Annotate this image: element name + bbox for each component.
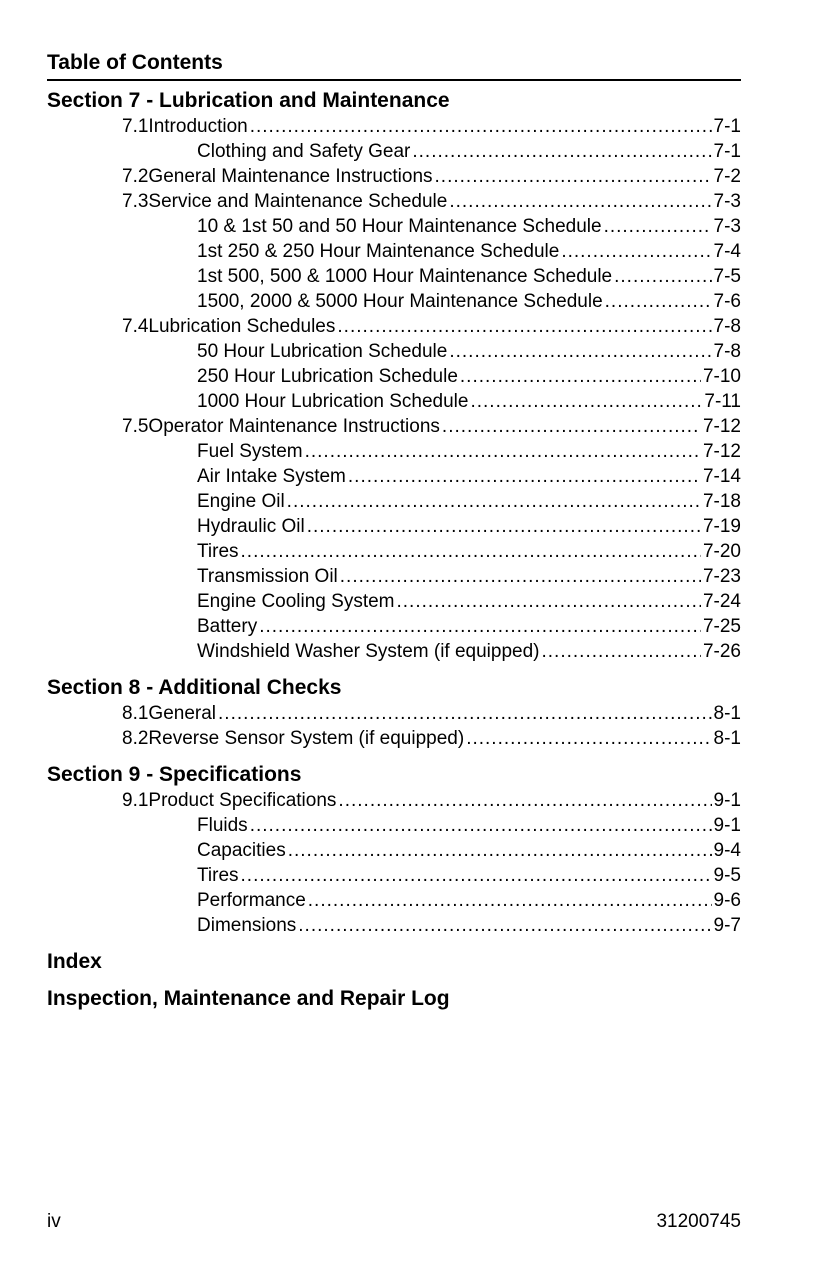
toc-entry[interactable] xyxy=(47,838,741,863)
dot-leader xyxy=(605,289,712,314)
entry-number: 9.1 xyxy=(122,790,149,811)
entry-page: 7-11 xyxy=(704,391,741,412)
entry-title: Service and Maintenance Schedule xyxy=(148,191,448,212)
entry-title: Fuel System xyxy=(197,441,303,462)
section-heading[interactable]: Section 9 - Specifications xyxy=(47,763,302,786)
entry-number: 8.1 xyxy=(122,703,149,724)
entry-page: 7-1 xyxy=(713,116,741,137)
dot-leader xyxy=(338,788,711,813)
footer-page-number: iv xyxy=(47,1211,61,1232)
toc-entry[interactable] xyxy=(47,164,741,189)
toc-entry[interactable] xyxy=(47,364,741,389)
title-divider xyxy=(47,79,741,81)
dot-leader xyxy=(259,614,701,639)
entry-title: Dimensions xyxy=(197,915,297,936)
section-heading[interactable]: Index xyxy=(47,950,102,973)
toc-entry[interactable] xyxy=(47,314,741,339)
entry-page: 7-6 xyxy=(713,291,741,312)
section-heading[interactable]: Section 7 - Lubrication and Maintenance xyxy=(47,89,450,112)
dot-leader xyxy=(604,214,712,239)
dot-leader xyxy=(337,314,711,339)
entry-title: Transmission Oil xyxy=(197,566,338,587)
dot-leader xyxy=(298,913,711,938)
dot-leader xyxy=(308,888,712,913)
dot-leader xyxy=(614,264,711,289)
dot-leader xyxy=(542,639,701,664)
dot-leader xyxy=(449,339,711,364)
entry-title: 1000 Hour Lubrication Schedule xyxy=(197,391,469,412)
toc-entry[interactable] xyxy=(47,913,741,938)
dot-leader xyxy=(348,464,701,489)
dot-leader xyxy=(307,514,701,539)
entry-title: Product Specifications xyxy=(148,790,337,811)
entry-title: General xyxy=(148,703,217,724)
entry-title: Tires xyxy=(197,541,239,562)
entry-title: Engine Oil xyxy=(197,491,285,512)
entry-page: 7-25 xyxy=(702,616,741,637)
entry-page: 7-20 xyxy=(702,541,741,562)
dot-leader xyxy=(466,726,711,751)
entry-page: 7-5 xyxy=(713,266,741,287)
entry-page: 7-10 xyxy=(702,366,741,387)
dot-leader xyxy=(397,589,701,614)
entry-number: 8.2 xyxy=(122,728,149,749)
toc-entry[interactable] xyxy=(47,139,741,164)
dot-leader xyxy=(287,489,701,514)
entry-page: 9-1 xyxy=(713,790,741,811)
toc-entry[interactable] xyxy=(47,539,741,564)
entry-title: Clothing and Safety Gear xyxy=(197,141,411,162)
page-title: Table of Contents xyxy=(47,51,223,74)
entry-page: 7-26 xyxy=(702,641,741,662)
toc-entry[interactable] xyxy=(47,514,741,539)
entry-number: 7.2 xyxy=(122,166,149,187)
toc-entry[interactable] xyxy=(47,564,741,589)
entry-page: 7-24 xyxy=(702,591,741,612)
entry-title: 250 Hour Lubrication Schedule xyxy=(197,366,458,387)
entry-title: 1st 500, 500 & 1000 Hour Maintenance Schedule xyxy=(197,266,613,287)
toc-entry[interactable] xyxy=(47,389,741,414)
dot-leader xyxy=(435,164,712,189)
entry-page: 7-12 xyxy=(702,416,741,437)
entry-page: 7-23 xyxy=(702,566,741,587)
entry-number: 7.4 xyxy=(122,316,149,337)
entry-page: 9-4 xyxy=(713,840,741,861)
toc-entry[interactable] xyxy=(47,264,741,289)
entry-page: 7-8 xyxy=(713,341,741,362)
entry-title: 1st 250 & 250 Hour Maintenance Schedule xyxy=(197,241,560,262)
dot-leader xyxy=(561,239,711,264)
entry-title: Battery xyxy=(197,616,258,637)
toc-entry[interactable] xyxy=(47,414,741,439)
entry-page: 9-7 xyxy=(713,915,741,936)
dot-leader xyxy=(442,414,701,439)
dot-leader xyxy=(241,863,712,888)
entry-page: 7-3 xyxy=(713,191,741,212)
dot-leader xyxy=(218,701,712,726)
entry-title: Reverse Sensor System (if equipped) xyxy=(148,728,465,749)
entry-title: Fluids xyxy=(197,815,248,836)
dot-leader xyxy=(460,364,701,389)
entry-page: 7-18 xyxy=(702,491,741,512)
entry-number: 7.1 xyxy=(122,116,149,137)
entry-title: Lubrication Schedules xyxy=(148,316,336,337)
entry-title: 10 & 1st 50 and 50 Hour Maintenance Schedule xyxy=(197,216,602,237)
entry-page: 7-12 xyxy=(702,441,741,462)
entry-title: Air Intake System xyxy=(197,466,346,487)
toc-entry[interactable] xyxy=(47,888,741,913)
entry-title: 1500, 2000 & 5000 Hour Maintenance Schedule xyxy=(197,291,603,312)
entry-page: 7-14 xyxy=(702,466,741,487)
dot-leader xyxy=(250,114,712,139)
toc-entry[interactable] xyxy=(47,114,741,139)
toc-entry[interactable] xyxy=(47,726,741,751)
toc-entry[interactable] xyxy=(47,189,741,214)
dot-leader xyxy=(250,813,712,838)
section-heading[interactable]: Section 8 - Additional Checks xyxy=(47,676,342,699)
toc-entry[interactable] xyxy=(47,339,741,364)
dot-leader xyxy=(449,189,711,214)
entry-number: 7.3 xyxy=(122,191,149,212)
toc-entry[interactable] xyxy=(47,701,741,726)
entry-title: Engine Cooling System xyxy=(197,591,395,612)
entry-title: Operator Maintenance Instructions xyxy=(148,416,440,437)
entry-page: 7-8 xyxy=(713,316,741,337)
entry-page: 9-1 xyxy=(713,815,741,836)
toc-entry[interactable] xyxy=(47,863,741,888)
toc-entry[interactable] xyxy=(47,788,741,813)
entry-page: 7-19 xyxy=(702,516,741,537)
toc-entry[interactable] xyxy=(47,489,741,514)
entry-page: 7-4 xyxy=(713,241,741,262)
toc-entry[interactable] xyxy=(47,239,741,264)
dot-leader xyxy=(470,389,702,414)
entry-number: 7.5 xyxy=(122,416,149,437)
entry-page: 7-2 xyxy=(713,166,741,187)
entry-title: 50 Hour Lubrication Schedule xyxy=(197,341,448,362)
dot-leader xyxy=(412,139,711,164)
entry-title: Windshield Washer System (if equipped) xyxy=(197,641,540,662)
entry-title: Capacities xyxy=(197,840,286,861)
toc-entry[interactable] xyxy=(47,464,741,489)
toc-entry[interactable] xyxy=(47,614,741,639)
dot-leader xyxy=(241,539,701,564)
toc-entry[interactable] xyxy=(47,289,741,314)
toc-entry[interactable] xyxy=(47,214,741,239)
dot-leader xyxy=(305,439,701,464)
entry-page: 9-6 xyxy=(713,890,741,911)
entry-title: Hydraulic Oil xyxy=(197,516,305,537)
entry-title: General Maintenance Instructions xyxy=(148,166,433,187)
section-heading[interactable]: Inspection, Maintenance and Repair Log xyxy=(47,987,450,1010)
dot-leader xyxy=(288,838,712,863)
entry-page: 8-1 xyxy=(713,703,741,724)
toc-entry[interactable] xyxy=(47,439,741,464)
toc-entry[interactable] xyxy=(47,813,741,838)
entry-title: Introduction xyxy=(148,116,248,137)
toc-entry[interactable] xyxy=(47,639,741,664)
entry-page: 8-1 xyxy=(713,728,741,749)
dot-leader xyxy=(340,564,701,589)
toc-entry[interactable] xyxy=(47,589,741,614)
entry-page: 7-3 xyxy=(713,216,741,237)
entry-title: Tires xyxy=(197,865,239,886)
entry-title: Performance xyxy=(197,890,306,911)
entry-page: 9-5 xyxy=(713,865,741,886)
footer-doc-number: 31200745 xyxy=(656,1211,741,1232)
entry-page: 7-1 xyxy=(713,141,741,162)
table-of-contents xyxy=(47,88,741,1012)
